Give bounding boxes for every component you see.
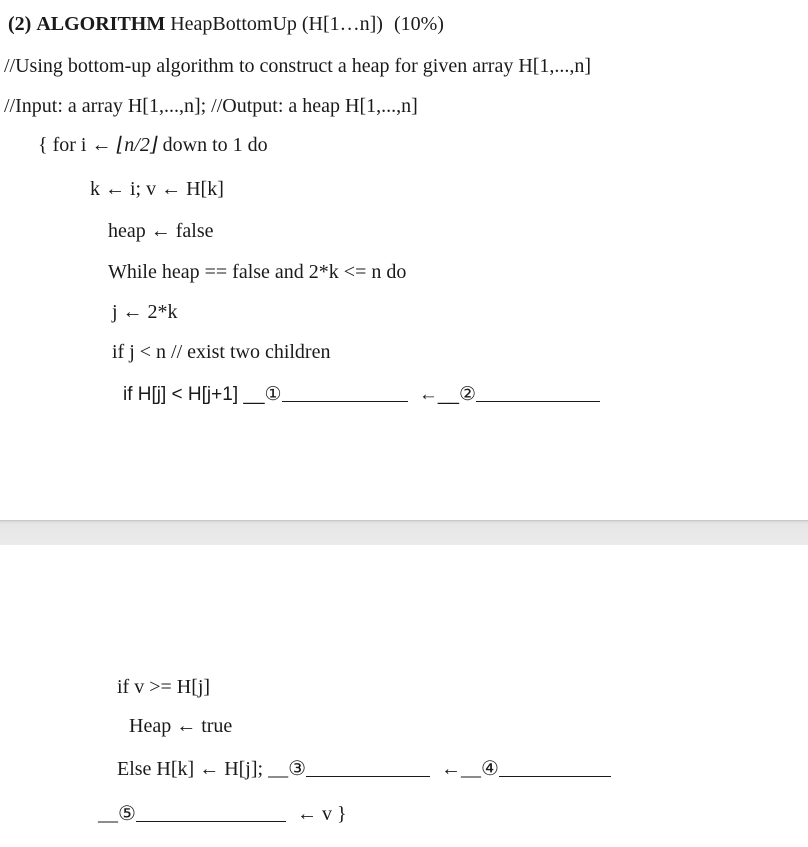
blank-marker-4: ④ [481,758,499,780]
blank-5-line [136,803,286,822]
j-assign-line: j ← 2*k [112,301,178,323]
blank-prefix-5: __ [98,803,118,825]
section-divider [0,521,808,545]
floor-expression: ⌊n/2⌋ [116,134,158,156]
blank-3-line [306,758,430,777]
blank-4-line [499,758,611,777]
algorithm-title [8,12,444,36]
for-close: down to 1 do [162,134,268,156]
arrow-1: ← [418,384,438,405]
blank-1-line [282,383,408,402]
question-number: (2) [8,13,32,35]
if-v-ge-line: if v >= H[j] [117,676,211,698]
final-assign-line [98,801,347,826]
algorithm-keyword: ALGORITHM [36,13,166,35]
purpose-comment: //Using bottom-up algorithm to construct a heap for given array H[1,...,n] [4,55,592,77]
final-arrow: ← v } [296,803,347,825]
question-weight: (10%) [393,13,444,35]
else-text: Else H[k] ← H[j]; __ [117,758,289,780]
if-compare-text: if H[j] < H[j+1] __ [123,384,265,405]
algorithm-signature: HeapBottomUp (H[1…n]) [170,13,383,35]
if-compare-line [123,381,600,407]
else-line [117,756,611,781]
while-line: While heap == false and 2*k <= n do [108,261,407,283]
arrow-2: ← [441,758,462,780]
assign-k-v-line: k ← i; v ← H[k] [90,178,224,200]
for-loop-line [38,133,268,157]
if-two-children-line: if j < n // exist two children [112,341,331,363]
blank-marker-1: ① [264,384,282,405]
blank-marker-2: ② [458,384,477,405]
io-comment: //Input: a array H[1,...,n]; //Output: a heap H[1,...,n] [4,95,418,117]
heap-false-line: heap ← false [108,220,214,242]
blank-prefix-4: __ [461,758,482,780]
blank-marker-3: ③ [288,758,307,780]
heap-true-line: Heap ← true [129,715,233,737]
blank-marker-5: ⑤ [118,803,136,825]
for-open: { for i ← [38,134,112,156]
blank-prefix-2: __ [437,384,459,405]
blank-2-line [476,383,600,402]
